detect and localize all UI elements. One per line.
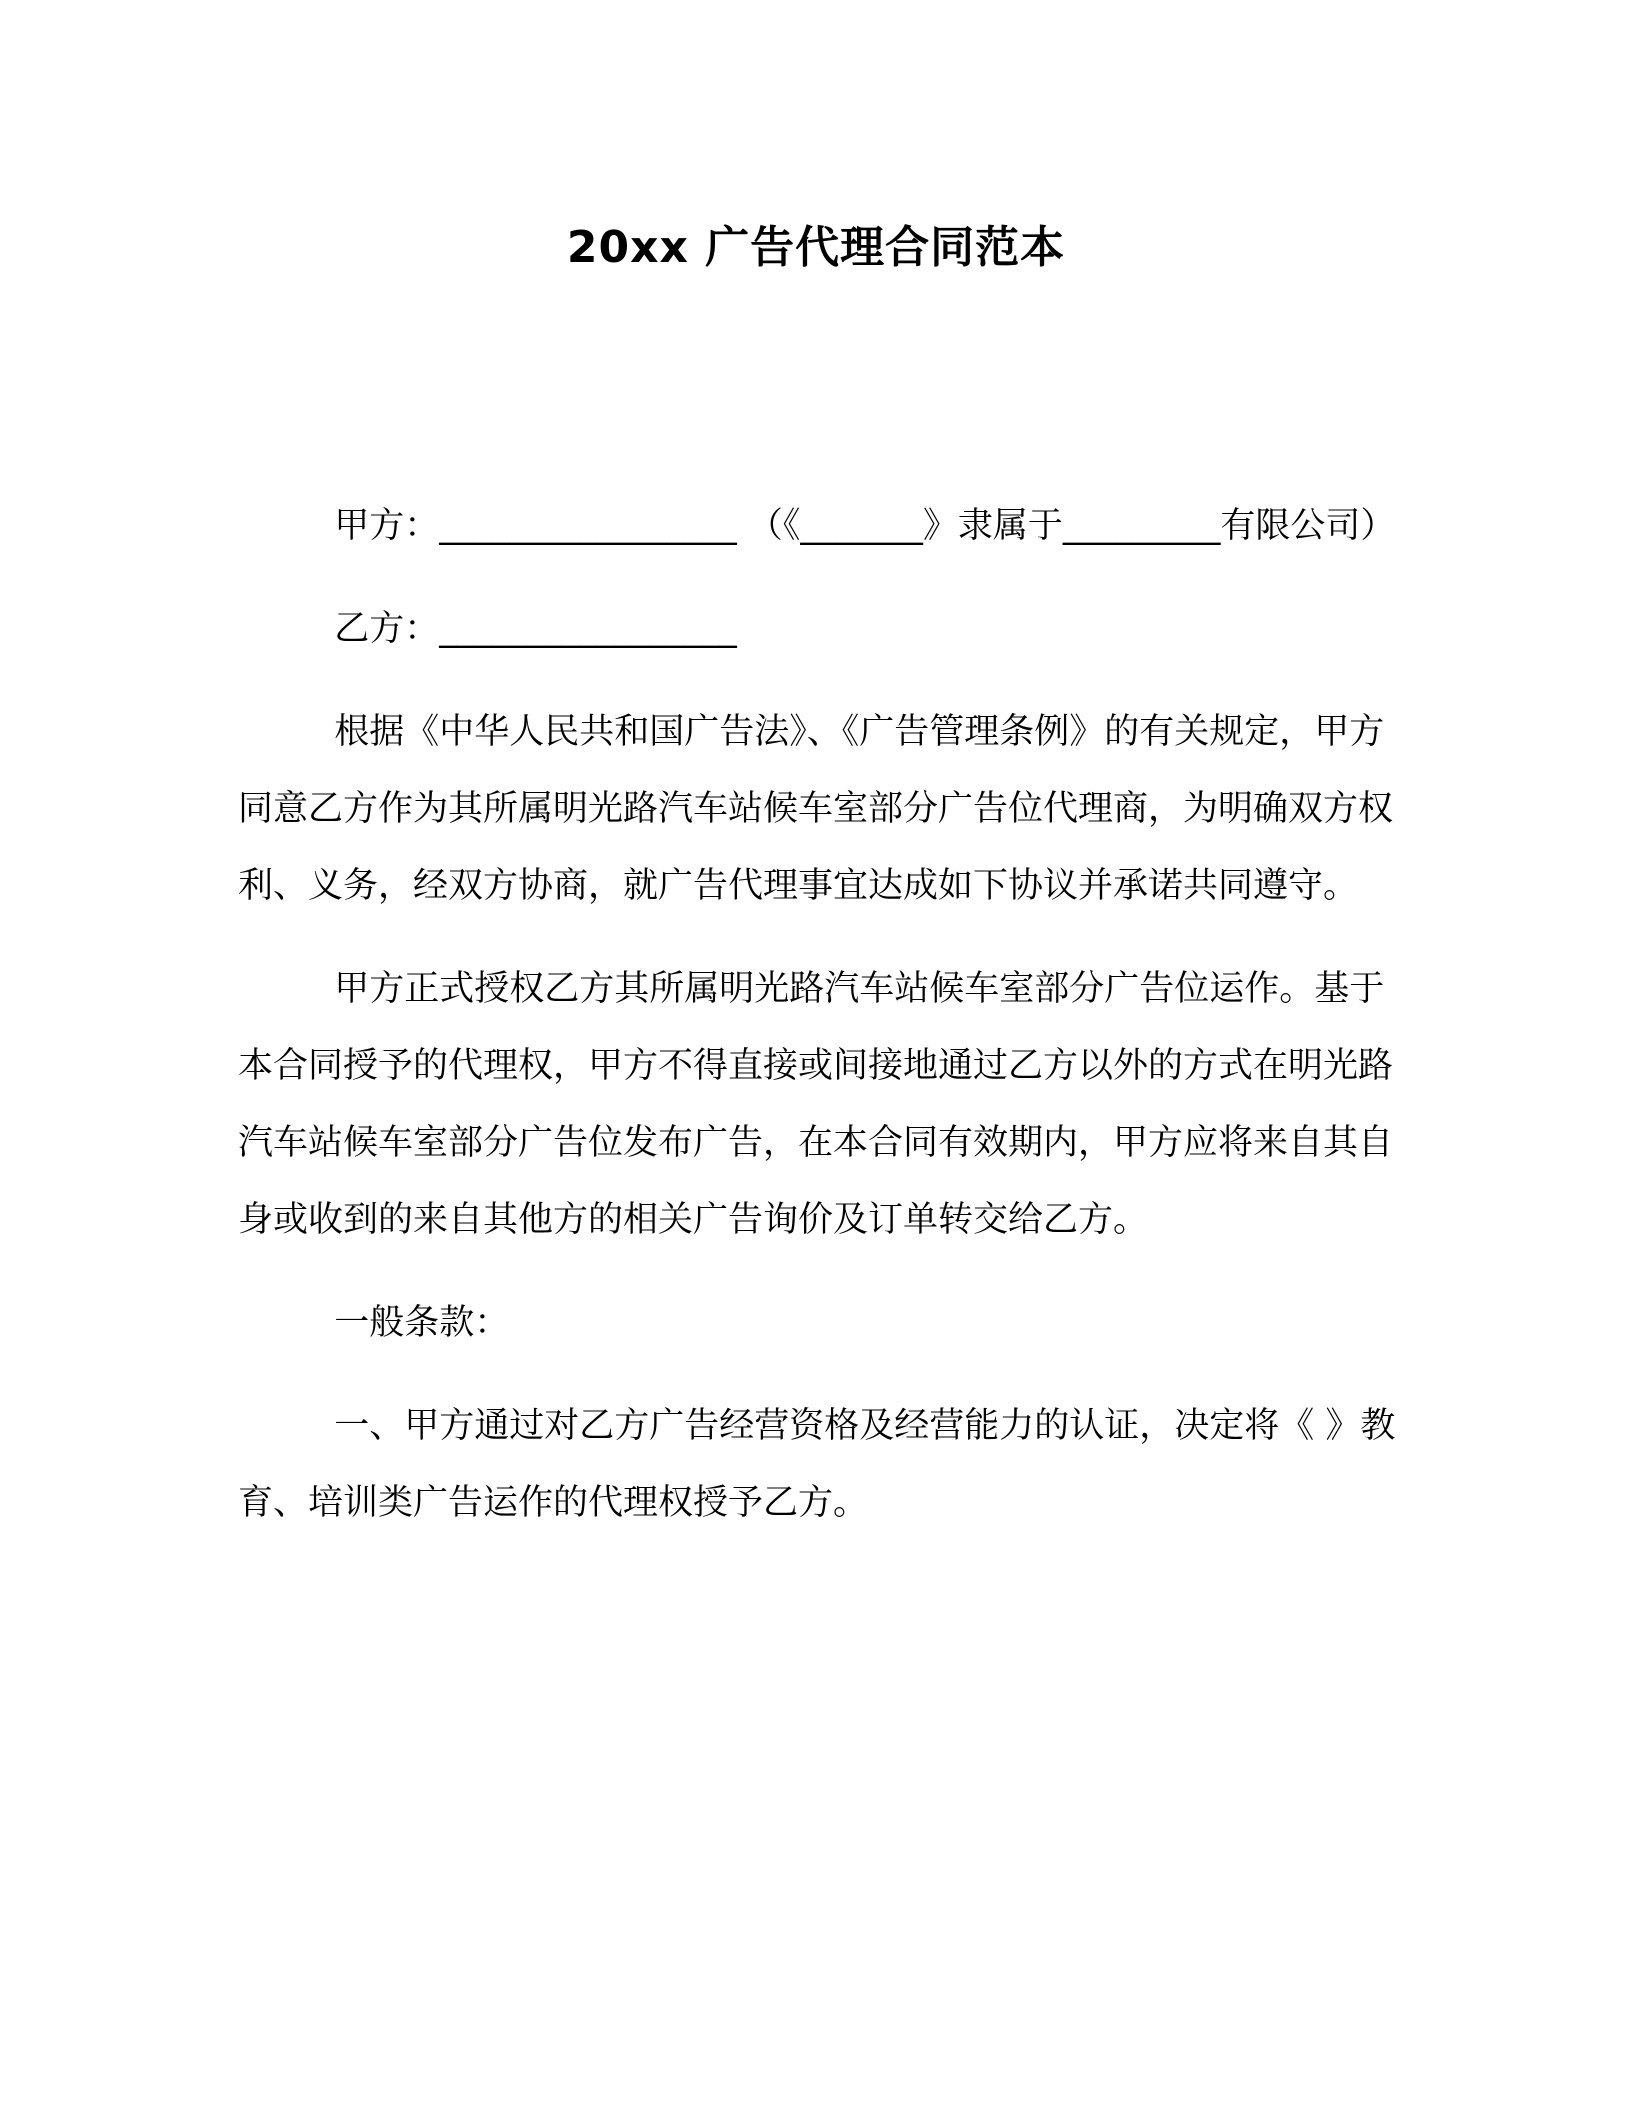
document-body bbox=[238, 488, 1408, 1568]
clause-one-paragraph: 一、甲方通过对乙方广告经营资格及经营能力的认证，决定将《 》教育、培训类广告运作的代理权授予乙方。 bbox=[238, 1406, 1396, 1523]
preamble-paragraph: 根据《中华人民共和国广告法》、《广告管理条例》的有关规定，甲方同意乙方作为其所属明光路汽车站候车室部分广告位代理商，为明确双方权利、义务，经双方协商，就广告代理事宜达成如下协议并承诺共同遵守。 bbox=[238, 712, 1394, 906]
party-a-line: 甲方：_________________ （《_______》隶属于_________有限公司） bbox=[334, 506, 1396, 546]
general-terms-heading: 一般条款： bbox=[334, 1303, 510, 1343]
authorization-paragraph: 甲方正式授权乙方其所属明光路汽车站候车室部分广告位运作。基于本合同授予的代理权，甲方不得直接或间接地通过乙方以外的方式在明光路汽车站候车室部分广告位发布广告，在本合同有效期内，甲方应将来自其自身或收到的来自其他方的相关广告询价及订单转交给乙方。 bbox=[238, 969, 1394, 1240]
document-title: 20xx 广告代理合同范本 bbox=[566, 222, 1066, 273]
party-b-line: 乙方：_________________ bbox=[334, 609, 737, 649]
